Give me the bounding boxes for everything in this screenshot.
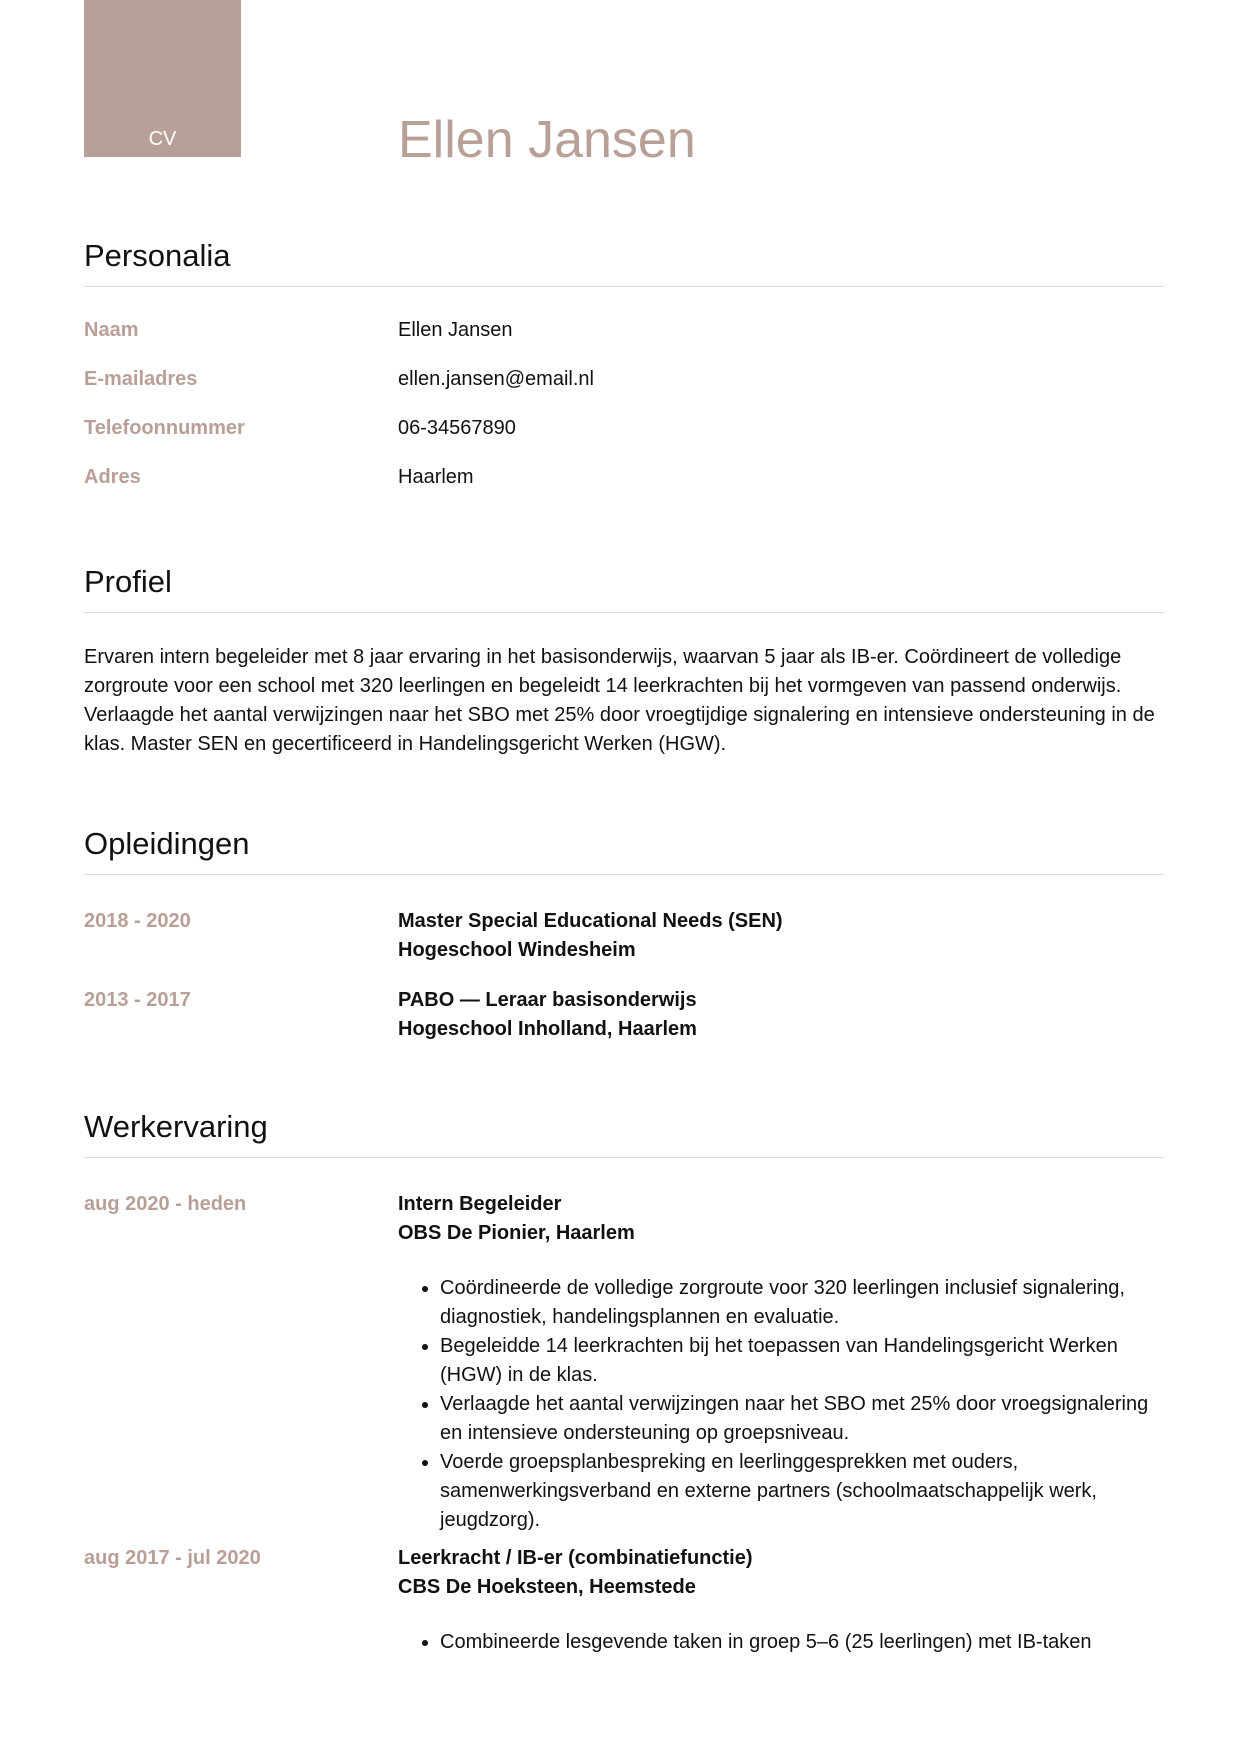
profile-text: Ervaren intern begeleider met 8 jaar ervaring in het basisonderwijs, waarvan 5 jaar als IB-er. Coördineert de volledige zorgroute voor een school met 320 leerlingen en begeleidt 14 leerkrachten bij het vormgeven van passend onderwijs. Verlaagde het aantal verwijzingen naar het SBO met 25% door vroegtijdige signalering en intensieve ondersteuning in de klas. Master SEN en gecertificeerd in Handelingsgericht Werken (HGW).: [84, 646, 1155, 755]
field-label: Naam: [84, 319, 139, 341]
list-item: • Coördineerde de volledige zorgroute voor 320 leerlingen inclusief signalering, diagnostiek, handelingsplannen en evaluatie.: [440, 1274, 1164, 1332]
education-degree: Master Special Educational Needs (SEN): [398, 910, 783, 932]
cv-block: [84, 0, 241, 157]
page-title: Ellen Jansen: [398, 111, 696, 169]
section-werkervaring: [84, 1107, 1164, 1657]
work-bullets: [398, 1628, 1164, 1657]
work-employer: OBS De Pionier, Haarlem: [398, 1222, 635, 1244]
education-item: [84, 986, 1164, 1044]
work-role: Intern Begeleider: [398, 1193, 562, 1215]
field-value: ellen.jansen@email.nl: [398, 368, 594, 390]
field-label: Telefoonnummer: [84, 417, 245, 439]
list-item: • Voerde groepsplanbespreking en leerlinggesprekken met ouders, samenwerkingsverband en externe partners (schoolmaatschappelijk werk, jeugdzorg).: [440, 1448, 1164, 1535]
education-period: 2013 - 2017: [84, 989, 191, 1011]
list-item: • Combineerde lesgevende taken in groep 5–6 (25 leerlingen) met IB-taken: [440, 1628, 1164, 1657]
personalia-row-adres: [84, 463, 1164, 492]
education-period: 2018 - 2020: [84, 910, 191, 932]
work-employer: CBS De Hoeksteen, Heemstede: [398, 1576, 696, 1598]
personalia-row-telefoon: [84, 414, 1164, 443]
work-item: [84, 1544, 1164, 1657]
education-school: Hogeschool Windesheim: [398, 939, 636, 961]
section-heading: Opleidingen: [84, 824, 1164, 875]
section-opleidingen: [84, 824, 1164, 1044]
work-bullets: [398, 1274, 1164, 1535]
education-item: [84, 907, 1164, 965]
field-value: 06-34567890: [398, 417, 516, 439]
section-heading: Profiel: [84, 562, 1164, 613]
field-value: Haarlem: [398, 466, 474, 488]
field-label: Adres: [84, 466, 141, 488]
list-item: • Verlaagde het aantal verwijzingen naar het SBO met 25% door vroegsignalering en intensieve ondersteuning op groepsniveau.: [440, 1390, 1164, 1448]
work-item: [84, 1190, 1164, 1535]
personalia-row-email: [84, 365, 1164, 394]
field-value: Ellen Jansen: [398, 319, 513, 341]
section-heading: Werkervaring: [84, 1107, 1164, 1158]
section-heading: Personalia: [84, 236, 1164, 287]
education-degree: PABO — Leraar basisonderwijs: [398, 989, 697, 1011]
work-role: Leerkracht / IB-er (combinatiefunctie): [398, 1547, 753, 1569]
education-school: Hogeschool Inholland, Haarlem: [398, 1018, 697, 1040]
section-profiel: [84, 562, 1164, 759]
work-period: aug 2020 - heden: [84, 1193, 247, 1215]
personalia-row-naam: [84, 316, 1164, 345]
work-period: aug 2017 - jul 2020: [84, 1547, 261, 1569]
list-item: • Begeleidde 14 leerkrachten bij het toepassen van Handelingsgericht Werken (HGW) in de klas.: [440, 1332, 1164, 1390]
cv-label: CV: [148, 128, 177, 150]
section-personalia: [84, 236, 1164, 492]
field-label: E-mailadres: [84, 368, 198, 390]
